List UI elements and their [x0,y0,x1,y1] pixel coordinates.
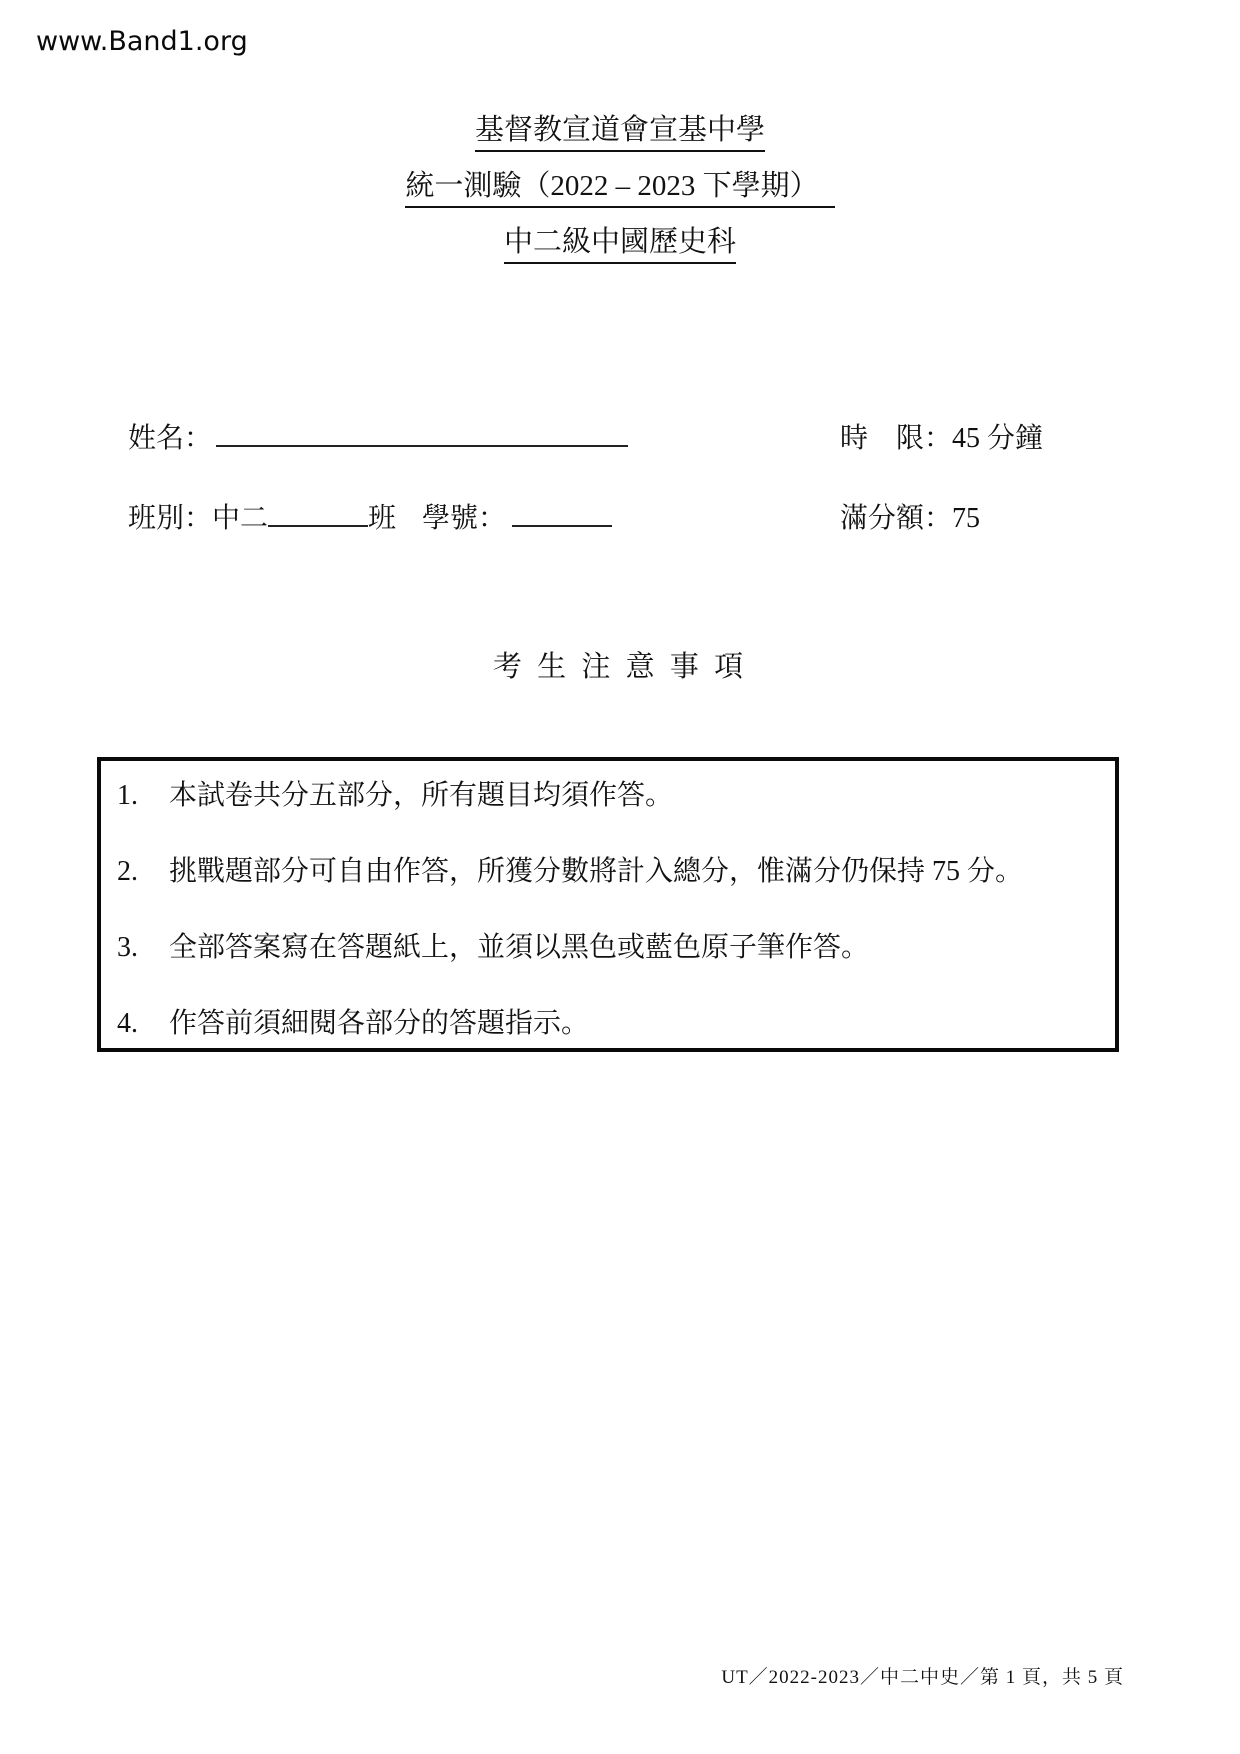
subject-title-row [0,224,1240,264]
name-blank-line [216,417,628,447]
notice-item-text: 作答前須細閱各部分的答題指示。 [169,1008,590,1039]
subject-title: 中二級中國歷史科 [504,224,736,264]
notice-item-text: 挑戰題部分可自由作答，所獲分數將計入總分，惟滿分仍保持 75 分。 [169,856,1024,887]
notice-item [115,1006,1095,1042]
full-marks-label: 滿分額：75 [840,503,981,534]
notice-heading: 考 生 注 意 事 項 [492,651,748,683]
exam-title-row [0,168,1240,208]
school-name-row [0,112,1240,152]
notice-item-text: 本試卷共分五部分，所有題目均須作答。 [169,780,674,811]
notice-item [115,854,1095,890]
notice-box [97,757,1119,1052]
class-field-row [128,496,612,536]
notice-item-text: 全部答案寫在答題紙上，並須以黑色或藍色原子筆作答。 [169,932,870,963]
time-limit-label: 時 限：45 分鐘 [840,423,1044,454]
exam-title: 統一測驗（2022 – 2023 下學期） [405,168,834,208]
class-label: 班別：中二 [128,503,269,534]
notice-item [115,778,1095,814]
name-field-row [128,416,628,456]
name-label: 姓名： [128,423,213,454]
notice-item-number: 4. [117,1008,138,1039]
notice-item-number: 3. [117,932,138,963]
student-no-blank-line [512,497,612,527]
notice-item-number: 2. [117,856,138,887]
notice-item-number: 1. [117,780,138,811]
notice-item [115,930,1095,966]
site-watermark: www.Band1.org [36,26,248,57]
student-no-label: 學號： [422,503,507,534]
page-footer: UT／2022-2023／中二中史／第 1 頁，共 5 頁 [721,1667,1124,1688]
school-name: 基督教宣道會宣基中學 [475,112,765,152]
class-suffix: 班 [368,503,397,534]
class-blank-line [268,497,368,527]
